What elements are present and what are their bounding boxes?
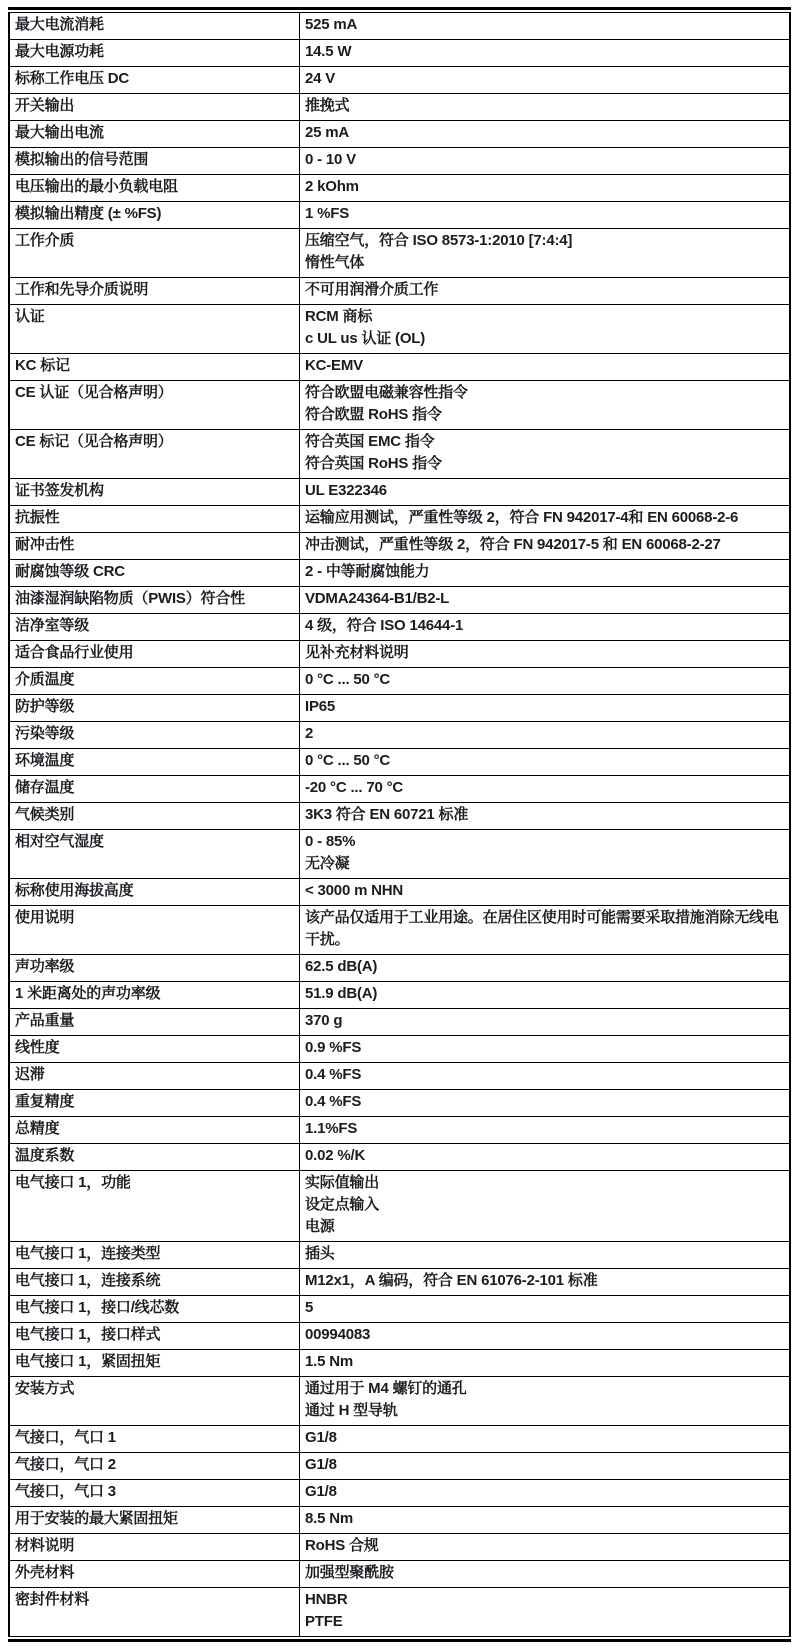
spec-label-cell: 电气接口 1，接口样式 — [9, 1323, 300, 1350]
spec-label-cell: 证书签发机构 — [9, 479, 300, 506]
spec-label-cell: 气接口，气口 1 — [9, 1426, 300, 1453]
spec-value-line: 8.5 Nm — [305, 1510, 353, 1527]
table-row — [9, 94, 790, 121]
spec-value-cell — [300, 879, 791, 906]
spec-value-cell — [300, 1090, 791, 1117]
table-row — [9, 906, 790, 955]
spec-label-cell: 电气接口 1，连接类型 — [9, 1242, 300, 1269]
table-row — [9, 1588, 790, 1637]
table-row — [9, 533, 790, 560]
table-row — [9, 1534, 790, 1561]
spec-label-cell: 最大电源功耗 — [9, 40, 300, 67]
spec-label-cell: 抗振性 — [9, 506, 300, 533]
table-row — [9, 587, 790, 614]
spec-value-line: 4 级，符合 ISO 14644-1 — [305, 617, 464, 634]
table-row — [9, 830, 790, 879]
spec-label-cell: 工作介质 — [9, 229, 300, 278]
spec-value-line: 370 g — [305, 1012, 343, 1029]
table-row — [9, 278, 790, 305]
spec-value-line: 2 kOhm — [305, 178, 359, 195]
table-row — [9, 13, 790, 40]
spec-value-cell — [300, 1036, 791, 1063]
table-row — [9, 229, 790, 278]
table-row — [9, 1377, 790, 1426]
spec-value-cell — [300, 749, 791, 776]
spec-table-body — [9, 13, 790, 1637]
spec-label-cell: 用于安装的最大紧固扭矩 — [9, 1507, 300, 1534]
table-row — [9, 148, 790, 175]
spec-value-cell — [300, 40, 791, 67]
spec-value-line: 51.9 dB(A) — [305, 985, 378, 1002]
table-row — [9, 749, 790, 776]
spec-value-line: VDMA24364-B1/B2-L — [305, 590, 450, 607]
spec-value-cell — [300, 695, 791, 722]
spec-value-line: -20 °C ... 70 °C — [305, 779, 403, 796]
table-row — [9, 1296, 790, 1323]
table-row — [9, 202, 790, 229]
spec-label-cell: 电气接口 1，接口/线芯数 — [9, 1296, 300, 1323]
spec-value-cell — [300, 430, 791, 479]
spec-label-cell: 电压输出的最小负载电阻 — [9, 175, 300, 202]
spec-value-cell — [300, 1561, 791, 1588]
table-row — [9, 67, 790, 94]
table-row — [9, 175, 790, 202]
table-row — [9, 1561, 790, 1588]
spec-value-line: 0 - 10 V — [305, 151, 356, 168]
spec-value-line: < 3000 m NHN — [305, 882, 404, 899]
spec-value-line: 插头 — [305, 1245, 335, 1262]
spec-value-line: 该产品仅适用于工业用途。在居住区使用时可能需要采取措施消除无线电干扰。 — [305, 909, 779, 948]
spec-value-cell — [300, 1269, 791, 1296]
spec-value-cell — [300, 1350, 791, 1377]
spec-value-cell — [300, 614, 791, 641]
spec-label-cell: 材料说明 — [9, 1534, 300, 1561]
spec-label-cell: 密封件材料 — [9, 1588, 300, 1637]
spec-value-cell — [300, 229, 791, 278]
spec-label-cell: 相对空气湿度 — [9, 830, 300, 879]
spec-label-cell: CE 认证（见合格声明） — [9, 381, 300, 430]
spec-value-line: 0.4 %FS — [305, 1066, 362, 1083]
spec-value-cell — [300, 278, 791, 305]
spec-value-cell — [300, 1117, 791, 1144]
spec-value-line: 符合欧盟电磁兼容性指令 — [305, 384, 468, 401]
table-row — [9, 1242, 790, 1269]
spec-label-cell: 模拟输出精度 (± %FS) — [9, 202, 300, 229]
spec-label-cell: 安装方式 — [9, 1377, 300, 1426]
spec-label-cell: 产品重量 — [9, 1009, 300, 1036]
spec-label-cell: 标称工作电压 DC — [9, 67, 300, 94]
spec-label-cell: 油漆湿润缺陷物质（PWIS）符合性 — [9, 587, 300, 614]
spec-value-line: 加强型聚酰胺 — [305, 1564, 394, 1581]
spec-label-cell: 温度系数 — [9, 1144, 300, 1171]
table-row — [9, 955, 790, 982]
spec-value-cell — [300, 533, 791, 560]
spec-value-line: G1/8 — [305, 1429, 337, 1446]
spec-label-cell: 总精度 — [9, 1117, 300, 1144]
spec-value-cell — [300, 1507, 791, 1534]
spec-label-cell: 重复精度 — [9, 1090, 300, 1117]
spec-label-cell: 使用说明 — [9, 906, 300, 955]
spec-label-cell: 气接口，气口 3 — [9, 1480, 300, 1507]
table-row — [9, 695, 790, 722]
spec-value-line: 0 - 85% — [305, 833, 356, 850]
spec-value-line: 通过用于 M4 螺钉的通孔 — [305, 1380, 467, 1397]
spec-value-line: 62.5 dB(A) — [305, 958, 378, 975]
spec-value-cell — [300, 668, 791, 695]
spec-label-cell: 最大电流消耗 — [9, 13, 300, 40]
table-row — [9, 305, 790, 354]
table-row — [9, 982, 790, 1009]
spec-label-cell: 工作和先导介质说明 — [9, 278, 300, 305]
table-row — [9, 1453, 790, 1480]
spec-value-cell — [300, 1377, 791, 1426]
spec-value-line: 0.9 %FS — [305, 1039, 362, 1056]
spec-value-line: 2 — [305, 725, 314, 742]
spec-value-cell — [300, 94, 791, 121]
spec-table — [8, 12, 791, 1637]
spec-value-cell — [300, 722, 791, 749]
spec-value-line: 通过 H 型导轨 — [305, 1402, 398, 1419]
spec-value-cell — [300, 1453, 791, 1480]
spec-value-line: 24 V — [305, 70, 336, 87]
spec-value-line: PTFE — [305, 1613, 343, 1630]
spec-value-cell — [300, 1426, 791, 1453]
spec-value-line: 推挽式 — [305, 97, 350, 114]
table-row — [9, 1269, 790, 1296]
spec-value-line: M12x1，A 编码，符合 EN 61076-2-101 标准 — [305, 1272, 598, 1289]
table-row — [9, 803, 790, 830]
spec-value-line: RCM 商标 — [305, 308, 373, 325]
spec-label-cell: 模拟输出的信号范围 — [9, 148, 300, 175]
spec-value-line: 不可用润滑介质工作 — [305, 281, 439, 298]
spec-value-line: 25 mA — [305, 124, 350, 141]
spec-value-line: 冲击测试，严重性等级 2，符合 FN 942017-5 和 EN 60068-2-27 — [305, 536, 721, 553]
spec-value-cell — [300, 1242, 791, 1269]
spec-value-cell — [300, 982, 791, 1009]
spec-label-cell: 外壳材料 — [9, 1561, 300, 1588]
spec-value-cell — [300, 175, 791, 202]
spec-label-cell: KC 标记 — [9, 354, 300, 381]
spec-value-cell — [300, 955, 791, 982]
spec-value-cell — [300, 1480, 791, 1507]
spec-value-line: HNBR — [305, 1591, 348, 1608]
spec-value-cell — [300, 354, 791, 381]
table-row — [9, 381, 790, 430]
spec-value-line: 14.5 W — [305, 43, 352, 60]
spec-label-cell: 环境温度 — [9, 749, 300, 776]
spec-label-cell: 标称使用海拔高度 — [9, 879, 300, 906]
spec-value-line: 运输应用测试，严重性等级 2，符合 FN 942017-4和 EN 60068-2-6 — [305, 509, 739, 526]
spec-value-line: 1.1%FS — [305, 1120, 358, 1137]
spec-value-line: 电源 — [305, 1218, 335, 1235]
table-row — [9, 1144, 790, 1171]
spec-label-cell: 1 米距离处的声功率级 — [9, 982, 300, 1009]
spec-label-cell: 线性度 — [9, 1036, 300, 1063]
spec-label-cell: 耐冲击性 — [9, 533, 300, 560]
spec-value-cell — [300, 587, 791, 614]
spec-value-cell — [300, 305, 791, 354]
spec-value-line: 0.02 %/K — [305, 1147, 366, 1164]
spec-value-cell — [300, 803, 791, 830]
table-row — [9, 506, 790, 533]
spec-value-line: 无冷凝 — [305, 855, 350, 872]
table-row — [9, 1350, 790, 1377]
spec-value-line: G1/8 — [305, 1456, 337, 1473]
spec-value-line: UL E322346 — [305, 482, 387, 499]
table-row — [9, 1036, 790, 1063]
spec-value-cell — [300, 1144, 791, 1171]
spec-value-cell — [300, 13, 791, 40]
table-row — [9, 879, 790, 906]
spec-value-line: 0 °C ... 50 °C — [305, 752, 391, 769]
spec-label-cell: 气候类别 — [9, 803, 300, 830]
spec-label-cell: 迟滞 — [9, 1063, 300, 1090]
spec-value-line: IP65 — [305, 698, 336, 715]
spec-label-cell: 认证 — [9, 305, 300, 354]
spec-label-cell: 电气接口 1，功能 — [9, 1171, 300, 1242]
table-row — [9, 40, 790, 67]
table-row — [9, 1117, 790, 1144]
spec-value-cell — [300, 148, 791, 175]
spec-value-cell — [300, 560, 791, 587]
table-row — [9, 560, 790, 587]
spec-value-line: 1 %FS — [305, 205, 350, 222]
spec-label-cell: CE 标记（见合格声明） — [9, 430, 300, 479]
spec-label-cell: 耐腐蚀等级 CRC — [9, 560, 300, 587]
spec-value-line: 5 — [305, 1299, 314, 1316]
table-row — [9, 614, 790, 641]
spec-value-line: 0.4 %FS — [305, 1093, 362, 1110]
spec-value-cell — [300, 121, 791, 148]
spec-value-line: 压缩空气，符合 ISO 8573-1:2010 [7:4:4] — [305, 232, 573, 249]
table-row — [9, 121, 790, 148]
spec-value-line: 2 - 中等耐腐蚀能力 — [305, 563, 430, 580]
table-row — [9, 1063, 790, 1090]
spec-label-cell: 电气接口 1，紧固扭矩 — [9, 1350, 300, 1377]
spec-label-cell: 储存温度 — [9, 776, 300, 803]
spec-value-cell — [300, 830, 791, 879]
spec-value-line: 00994083 — [305, 1326, 371, 1343]
spec-value-cell — [300, 1009, 791, 1036]
spec-label-cell: 适合食品行业使用 — [9, 641, 300, 668]
spec-label-cell: 最大输出电流 — [9, 121, 300, 148]
spec-value-line: 525 mA — [305, 16, 358, 33]
table-row — [9, 722, 790, 749]
spec-value-cell — [300, 67, 791, 94]
spec-value-cell — [300, 1588, 791, 1637]
spec-value-line: RoHS 合规 — [305, 1537, 379, 1554]
spec-value-line: 1.5 Nm — [305, 1353, 353, 1370]
table-row — [9, 1426, 790, 1453]
spec-label-cell: 洁净室等级 — [9, 614, 300, 641]
spec-value-line: 见补充材料说明 — [305, 644, 409, 661]
spec-label-cell: 介质温度 — [9, 668, 300, 695]
spec-value-line: 符合欧盟 RoHS 指令 — [305, 406, 442, 423]
table-row — [9, 1090, 790, 1117]
spec-value-cell — [300, 1063, 791, 1090]
spec-value-cell — [300, 1323, 791, 1350]
spec-label-cell: 污染等级 — [9, 722, 300, 749]
spec-value-line: 设定点输入 — [305, 1196, 380, 1213]
table-row — [9, 354, 790, 381]
table-row — [9, 430, 790, 479]
spec-label-cell: 声功率级 — [9, 955, 300, 982]
spec-value-line: 符合英国 RoHS 指令 — [305, 455, 442, 472]
spec-value-line: G1/8 — [305, 1483, 337, 1500]
spec-value-line: 符合英国 EMC 指令 — [305, 433, 435, 450]
spec-value-cell — [300, 641, 791, 668]
table-row — [9, 776, 790, 803]
spec-value-cell — [300, 1296, 791, 1323]
spec-value-cell — [300, 906, 791, 955]
spec-label-cell: 电气接口 1，连接系统 — [9, 1269, 300, 1296]
spec-value-cell — [300, 381, 791, 430]
spec-value-line: 惰性气体 — [305, 254, 365, 271]
spec-value-line: KC-EMV — [305, 357, 363, 374]
spec-value-cell — [300, 202, 791, 229]
spec-value-line: 3K3 符合 EN 60721 标准 — [305, 806, 469, 823]
spec-label-cell: 气接口，气口 2 — [9, 1453, 300, 1480]
spec-table-frame — [8, 7, 791, 1642]
spec-value-line: c UL us 认证 (OL) — [305, 330, 426, 347]
table-row — [9, 1507, 790, 1534]
spec-value-cell — [300, 479, 791, 506]
table-row — [9, 1480, 790, 1507]
table-row — [9, 1323, 790, 1350]
table-row — [9, 668, 790, 695]
spec-label-cell: 防护等级 — [9, 695, 300, 722]
spec-value-cell — [300, 506, 791, 533]
table-row — [9, 641, 790, 668]
spec-value-cell — [300, 1171, 791, 1242]
spec-value-line: 实际值输出 — [305, 1174, 380, 1191]
spec-label-cell: 开关输出 — [9, 94, 300, 121]
spec-value-cell — [300, 776, 791, 803]
table-row — [9, 1009, 790, 1036]
table-row — [9, 1171, 790, 1242]
table-row — [9, 479, 790, 506]
spec-value-cell — [300, 1534, 791, 1561]
spec-value-line: 0 °C ... 50 °C — [305, 671, 391, 688]
